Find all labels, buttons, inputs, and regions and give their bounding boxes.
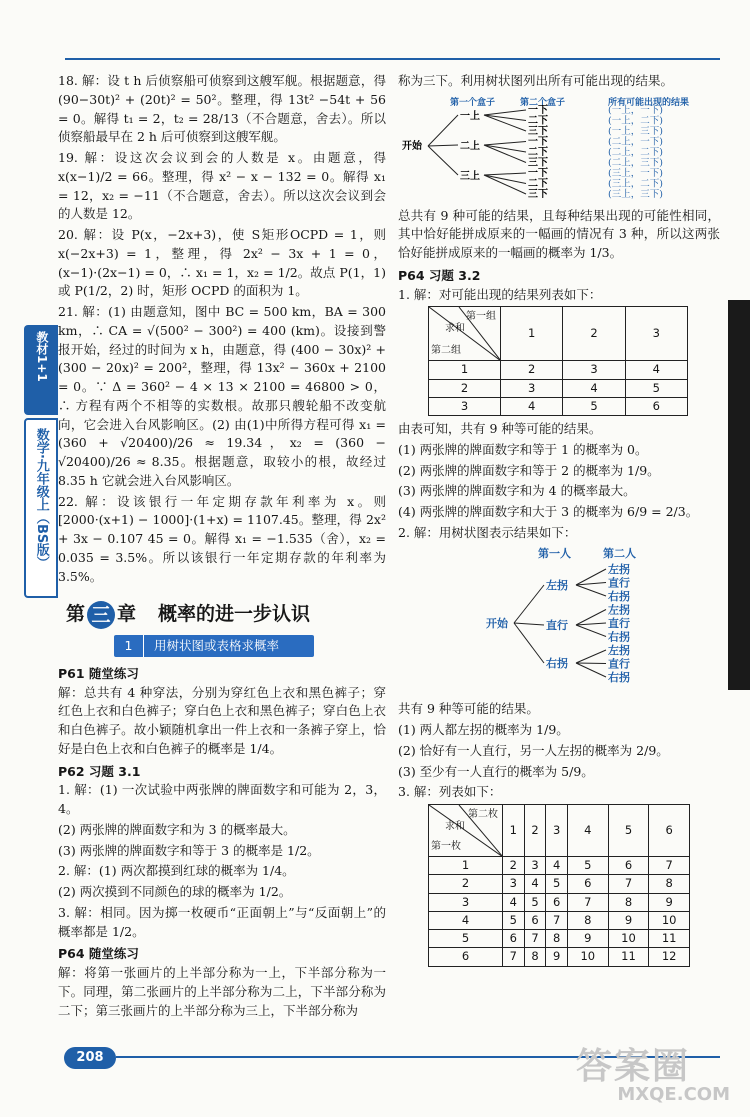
tree1-subbranch-5 bbox=[484, 145, 526, 163]
table2-cell: 6 bbox=[546, 893, 568, 911]
tree1-result-6: (三上，一下) bbox=[608, 167, 663, 179]
tree1-result-3: (二上，一下) bbox=[608, 136, 663, 148]
table2-cell: 9 bbox=[546, 948, 568, 966]
heading-p64: P64 随堂练习 bbox=[58, 946, 139, 962]
table2-cell: 8 bbox=[608, 893, 649, 911]
exercise-2-d: (3) 至少有一人直行的概率为 5/9。 bbox=[398, 763, 594, 779]
table2-cell: 9 bbox=[567, 930, 608, 948]
table-row bbox=[429, 857, 690, 875]
tree1-result-8: (三上，三下) bbox=[608, 188, 663, 200]
table2-cell: 8 bbox=[567, 911, 608, 929]
page-number: 208 bbox=[64, 1047, 116, 1069]
exercise-1-a: 由表可知，共有 9 种等可能的结果。 bbox=[398, 421, 602, 436]
table2-cell: 11 bbox=[649, 930, 690, 948]
tree1-level1-1: 二上 bbox=[460, 140, 480, 152]
table1-cell: 5 bbox=[625, 379, 687, 397]
tree2-subbranch-8 bbox=[576, 663, 606, 677]
answer-18: 18. 解：设 t h 后侦察船可侦察到这艘军舰。根据题意，得 (90−30t)² + (20t)² = 50²。整理，得 13t² −54t + 56 = 0。解得 t₁ = 2，t₂ = 28/13（不合题意，舍去）。所以侦察船最早在 2 h 后可侦察到这艘军舰。 bbox=[58, 73, 386, 145]
tree2-subbranch-6 bbox=[576, 650, 606, 663]
tree1-head-results: 所有可能出现的结果 bbox=[608, 97, 690, 108]
table1-col-header: 1 bbox=[501, 307, 563, 361]
heading-p62: P62 习题 3.1 bbox=[58, 763, 141, 779]
table2-row-header: 6 bbox=[429, 948, 503, 966]
table-row bbox=[429, 397, 688, 415]
tree1-level2-8: 三下 bbox=[528, 188, 548, 200]
tree2-start: 开始 bbox=[486, 616, 508, 630]
answer-p62-2a: 2. 解：(1) 两次都摸到红球的概率为 1/4。 bbox=[58, 863, 295, 879]
table2-cell: 7 bbox=[503, 948, 525, 966]
table1-col-header: 2 bbox=[563, 307, 625, 361]
tree2-level1-0: 左拐 bbox=[546, 578, 568, 592]
table2-row-header: 1 bbox=[429, 857, 503, 875]
tree2-branch-0 bbox=[514, 585, 544, 623]
tree2-level2-7: 直行 bbox=[608, 657, 630, 670]
table2-cell: 7 bbox=[524, 930, 546, 948]
table1-col-header: 3 bbox=[625, 307, 687, 361]
tree1-subbranch-4 bbox=[484, 145, 526, 152]
tree1-head-second: 第二个盒子 bbox=[520, 97, 566, 108]
tree2-level2-0: 左拐 bbox=[608, 562, 630, 576]
side-tab-book bbox=[24, 325, 58, 415]
tree2-level2-3: 左拐 bbox=[608, 603, 630, 616]
table2-col-header: 6 bbox=[649, 805, 690, 857]
table2-cell: 9 bbox=[608, 911, 649, 929]
tree1-level2-5: 三下 bbox=[528, 157, 548, 169]
table2-cell: 5 bbox=[567, 857, 608, 875]
tree2-level2-2: 右拐 bbox=[608, 589, 630, 603]
table2-cell: 5 bbox=[524, 893, 546, 911]
table1-corner-cell bbox=[429, 307, 501, 361]
answer-19: 19. 解：设这次会议到会的人数是 x。由题意，得 x(x−1)/2 = 66。整理，得 x² − x − 132 = 0。解得 x₁ = 12，x₂ = −11（不合题意，舍去）。所以这次会议到会的人数是 12。 bbox=[58, 150, 386, 222]
tree2-branch-2 bbox=[514, 623, 544, 663]
table1-cell: 5 bbox=[563, 397, 625, 415]
chapter-suffix: 章 bbox=[117, 603, 137, 626]
answer-p64-continued: 称为三下。利用树状图列出所有可能出现的结果。 bbox=[398, 73, 674, 88]
answer-p62-1b: (2) 两张牌的牌面数字和为 3 的概率最大。 bbox=[58, 821, 296, 837]
table2-row-header: 3 bbox=[429, 893, 503, 911]
answer-p62-2b: (2) 两次摸到不同颜色的球的概率为 1/2。 bbox=[58, 884, 292, 899]
table-row bbox=[429, 930, 690, 948]
tree1-level2-0: 一下 bbox=[528, 104, 548, 116]
watermark-text: 答案圈 bbox=[576, 1046, 691, 1087]
tree1-level2-1: 二下 bbox=[528, 115, 548, 127]
table2-cell: 4 bbox=[524, 875, 546, 893]
table2-col-header: 4 bbox=[567, 805, 608, 857]
table2-col-header: 3 bbox=[546, 805, 568, 857]
answer-p64: 解：将第一张画片的上半部分称为一上，下半部分称为一下。同理，第二张画片的上半部分称为二上，下半部分称为二下；第三张画片的上半部分称为三上，下半部分称为 bbox=[58, 965, 386, 1018]
answer-p64-summary: 总共有 9 种可能的结果，且每种结果出现的可能性相同，其中恰好能拼成原来的一幅画的情况有 3 种，所以这两张恰好能拼成原来的一幅画的概率为 1/3。 bbox=[398, 207, 720, 260]
table2-cell: 7 bbox=[608, 875, 649, 893]
table2-cell: 6 bbox=[503, 930, 525, 948]
tree1-level2-6: 一下 bbox=[528, 167, 548, 179]
tree2-level2-4: 直行 bbox=[608, 616, 630, 630]
tree2-head-second: 第二人 bbox=[603, 546, 636, 560]
table1-row-header: 2 bbox=[429, 379, 501, 397]
tree1-level2-7: 二下 bbox=[528, 178, 548, 190]
table-row bbox=[429, 875, 690, 893]
table1-corner-top: 第一组 bbox=[466, 311, 496, 323]
tree1-branch-1 bbox=[428, 145, 458, 146]
table2-cell: 9 bbox=[649, 893, 690, 911]
table1-row-header: 1 bbox=[429, 361, 501, 379]
tree1-result-2: (一上，三下) bbox=[608, 125, 663, 137]
side-tab-subject-label: 数学·九年级上（BS版） bbox=[33, 428, 49, 570]
table2-corner-mid: 求和 bbox=[445, 821, 465, 832]
table1-cell: 4 bbox=[501, 397, 563, 415]
table-row bbox=[429, 948, 690, 966]
watermark bbox=[576, 1040, 736, 1112]
tree2-branch-1 bbox=[514, 623, 544, 625]
table2-row-header: 4 bbox=[429, 911, 503, 929]
chapter-heading bbox=[66, 600, 386, 629]
answer-p62-1c: (3) 两张牌的牌面数字和等于 3 的概率是 1/2。 bbox=[58, 842, 320, 858]
table2-corner-bottom: 第一枚 bbox=[431, 841, 461, 852]
watermark-url: MXQE.COM bbox=[617, 1084, 730, 1105]
tree1-branch-2 bbox=[428, 146, 458, 175]
table2-col-header: 5 bbox=[608, 805, 649, 857]
exercise-3-intro: 3. 解：列表如下： bbox=[398, 784, 502, 800]
tree2-subbranch-3 bbox=[576, 609, 606, 625]
answer-22: 22. 解：设该银行一年定期存款年利率为 x。则 [2000·(x+1) − 1000]·(1+x) = 1107.45。整理，得 2x² + 3x − 0.107 45 = 0。解得 x₁ = −1.535（舍），x₂ = 0.035 = 3.5%。所以该银行一年定期存款的年利率为 3.5%。 bbox=[58, 493, 386, 584]
table2-cell: 2 bbox=[503, 857, 525, 875]
tree1-start: 开始 bbox=[402, 140, 422, 152]
tree2-level1-1: 直行 bbox=[546, 618, 568, 632]
table2-cell: 4 bbox=[546, 857, 568, 875]
tree2-level2-5: 右拐 bbox=[608, 630, 630, 643]
table2-cell: 10 bbox=[649, 911, 690, 929]
table-row bbox=[429, 911, 690, 929]
table1-cell: 6 bbox=[625, 397, 687, 415]
tree2-subbranch-5 bbox=[576, 625, 606, 637]
section-number: 1 bbox=[114, 635, 144, 657]
table2-cell: 7 bbox=[546, 911, 568, 929]
table1-cell: 3 bbox=[563, 361, 625, 379]
heading-p64-exercise: P64 习题 3.2 bbox=[398, 267, 481, 283]
table2-col-header: 2 bbox=[524, 805, 546, 857]
answer-p61: 解：总共有 4 种穿法，分别为穿红色上衣和黑色裤子；穿红色上衣和白色裤子；穿白色上衣和黑色裤子；穿白色上衣和白色裤子。故小颖随机拿出一件上衣和一条裤子穿上，恰好是白色上衣和白色裤子的概率是 1/4。 bbox=[58, 684, 386, 756]
table2-cell: 11 bbox=[608, 948, 649, 966]
table1-corner-bottom: 第二组 bbox=[431, 345, 461, 357]
table2-cell: 7 bbox=[567, 893, 608, 911]
tree1-level1-2: 三上 bbox=[460, 170, 480, 182]
table-row bbox=[429, 379, 688, 397]
table2-cell: 6 bbox=[608, 857, 649, 875]
table2-cell: 5 bbox=[546, 875, 568, 893]
tree2-level2-8: 右拐 bbox=[608, 670, 630, 684]
chapter-prefix: 第 bbox=[66, 603, 86, 626]
table1-cell: 3 bbox=[501, 379, 563, 397]
tree1-subbranch-6 bbox=[484, 173, 526, 175]
side-tab-book-label: 教材1+1 bbox=[34, 331, 49, 382]
sum-table-dice bbox=[428, 804, 690, 967]
tree1-result-5: (二上，三下) bbox=[608, 157, 663, 169]
tree2-subbranch-7 bbox=[576, 663, 606, 664]
right-edge-bar bbox=[728, 300, 750, 690]
tree1-head-first: 第一个盒子 bbox=[450, 97, 496, 108]
table-row bbox=[429, 361, 688, 379]
table-row bbox=[429, 893, 690, 911]
tree2-level2-1: 直行 bbox=[608, 576, 630, 589]
sum-table-cards bbox=[428, 306, 688, 416]
table1-row-header: 3 bbox=[429, 397, 501, 415]
table2-cell: 8 bbox=[649, 875, 690, 893]
tree1-result-1: (一上，二下) bbox=[608, 115, 663, 127]
tree2-subbranch-2 bbox=[576, 585, 606, 596]
tree1-result-4: (二上，二下) bbox=[608, 146, 663, 158]
table2-row-header: 2 bbox=[429, 875, 503, 893]
table2-cell: 7 bbox=[649, 857, 690, 875]
exercise-1-b: (1) 两张牌的牌面数字和等于 1 的概率为 0。 bbox=[398, 441, 648, 457]
tree1-subbranch-3 bbox=[484, 141, 526, 145]
exercise-2-intro: 2. 解：用树状图表示结果如下： bbox=[398, 524, 577, 540]
right-column bbox=[398, 72, 720, 967]
tree1-subbranch-8 bbox=[484, 175, 526, 194]
chapter-title: 概率的进一步认识 bbox=[158, 603, 311, 626]
top-rule bbox=[65, 58, 720, 60]
exercise-1-c: (2) 两张牌的牌面数字和等于 2 的概率为 1/9。 bbox=[398, 462, 660, 478]
table2-cell: 6 bbox=[524, 911, 546, 929]
table2-cell: 5 bbox=[503, 911, 525, 929]
section-heading bbox=[114, 635, 314, 657]
table2-row-header: 5 bbox=[429, 930, 503, 948]
table2-cell: 10 bbox=[567, 948, 608, 966]
heading-p61: P61 随堂练习 bbox=[58, 665, 139, 681]
table2-cell: 3 bbox=[524, 857, 546, 875]
answer-21: 21. 解：(1) 由题意知，图中 BC = 500 km，BA = 300 km，∴ CA = √(500² − 300²) = 400 (km)。设接到警报开始，经过的时间为 x h，由题意，得 (400 − 30x)² + (300 − 20x)² = 200²，整理，得 13x² − 360x + 2100 = 0。∵ Δ = 360² − 4 × 13 × 2100 = 46800 > 0，∴ 方程有两个不相等的实数根。故那只艘轮船不改变航向，它会进入台风影响区。(2) 由(1)中所得方程可得 x₁ = (360 + √20400)/26 ≈ 19.34，x₂ = (360 − √20400)/26 ≈ 8.35。根据题意，取较小的根，故经过 8.35 h 它就会进入台风影响区。 bbox=[58, 304, 386, 488]
tree1-branch-0 bbox=[428, 115, 458, 146]
table2-cell: 6 bbox=[567, 875, 608, 893]
answer-p62-3: 3. 解：相同。因为掷一枚硬币“正面朝上”与“反面朝上”的概率都是 1/2。 bbox=[58, 904, 386, 939]
table2-cell: 8 bbox=[524, 948, 546, 966]
tree1-subbranch-7 bbox=[484, 175, 526, 184]
exercise-1-e: (4) 两张牌的牌面数字和大于 3 的概率为 6/9 = 2/3。 bbox=[398, 504, 699, 519]
tree2-level2-6: 左拐 bbox=[608, 643, 630, 657]
table2-cell: 3 bbox=[503, 875, 525, 893]
exercise-1-intro: 1. 解：对可能出现的结果列表如下： bbox=[398, 286, 602, 302]
table1-corner-mid: 求和 bbox=[445, 323, 465, 335]
tree1-subbranch-0 bbox=[484, 110, 526, 115]
tree2-head-first: 第一人 bbox=[538, 546, 571, 560]
exercise-2-a: 共有 9 种等可能的结果。 bbox=[398, 701, 539, 717]
table2-corner-top: 第二枚 bbox=[468, 809, 498, 820]
tree2-subbranch-4 bbox=[576, 623, 606, 625]
table1-cell: 2 bbox=[501, 361, 563, 379]
tree1-level2-4: 二下 bbox=[528, 146, 548, 158]
tree1-result-0: (一上，一下) bbox=[608, 104, 663, 116]
table1-cell: 4 bbox=[563, 379, 625, 397]
section-title: 用树状图或表格求概率 bbox=[154, 637, 280, 653]
exercise-2-b: (1) 两人都左拐的概率为 1/9。 bbox=[398, 722, 569, 737]
chapter-number: 三 bbox=[87, 601, 115, 629]
left-column bbox=[58, 72, 386, 1022]
table2-col-header: 1 bbox=[503, 805, 525, 857]
table2-cell: 10 bbox=[608, 930, 649, 948]
side-tab-subject bbox=[24, 418, 58, 598]
answer-p62-1a: 1. 解：(1) 一次试验中两张牌的牌面数字和可能为 2，3，4。 bbox=[58, 782, 386, 816]
tree1-level1-0: 一上 bbox=[460, 110, 480, 122]
tree-diagram-turns bbox=[398, 545, 720, 695]
exercise-1-d: (3) 两张牌的牌面数字和为 4 的概率最大。 bbox=[398, 483, 636, 499]
exercise-2-c: (2) 恰好有一人直行，另一人左拐的概率为 2/9。 bbox=[398, 742, 669, 758]
table2-cell: 12 bbox=[649, 948, 690, 966]
tree-diagram-cards bbox=[398, 93, 720, 201]
tree2-level1-2: 右拐 bbox=[546, 656, 568, 670]
table2-cell: 8 bbox=[546, 930, 568, 948]
tree1-level2-2: 三下 bbox=[528, 125, 548, 137]
table1-cell: 4 bbox=[625, 361, 687, 379]
tree1-level2-3: 一下 bbox=[528, 136, 548, 148]
table2-corner-cell bbox=[429, 805, 503, 857]
answer-20: 20. 解：设 P(x，−2x+3)，使 S矩形OCPD = 1，则 x(−2x+3) = 1，整理，得 2x² − 3x + 1 = 0，(x−1)·(2x−1) = 0，∴ x₁ = 1，x₂ = 1/2。故点 P(1，1) 或 P(1/2，2) 时，矩形 OCPD 的面积为 1。 bbox=[58, 227, 386, 299]
tree1-result-7: (三上，二下) bbox=[608, 178, 663, 190]
table2-cell: 4 bbox=[503, 893, 525, 911]
